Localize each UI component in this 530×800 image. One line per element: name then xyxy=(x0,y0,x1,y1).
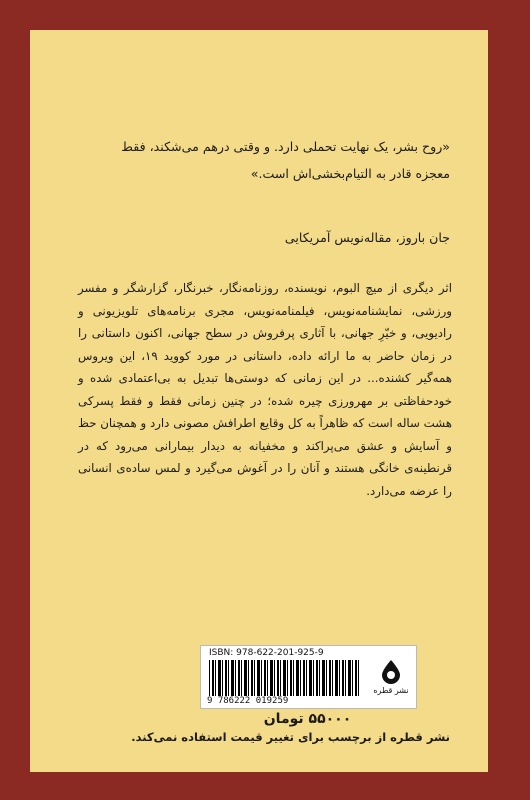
price: ۵۵۰۰۰ تومان xyxy=(263,711,352,727)
quote-author: جان باروز، مقاله‌نویس آمریکایی xyxy=(284,230,450,245)
barcode-digits: 9 786222 019259 xyxy=(207,696,289,706)
quote xyxy=(80,133,450,187)
price-note: نشر قطره از برچسب برای تغییر قیمت استفاده نمی‌کند. xyxy=(131,730,450,744)
quote-line-2: معجزه قادر به التیام‌بخشی‌اش است.» xyxy=(250,166,450,181)
quote-line-1: «روح بشر، یک نهایت تحملی دارد. و وقتی درهم می‌شکند، فقط xyxy=(121,139,450,154)
publisher-logo xyxy=(371,658,411,700)
droplet-logo-icon xyxy=(378,658,404,684)
barcode-label xyxy=(200,645,417,709)
barcode-bars xyxy=(209,660,359,696)
book-description: اثر دیگری از میچ البوم، نویسنده، روزنامه‌نگار، خبرنگار، گزارشگر و مفسر ورزشی، نمایشنامه‌نویس، فیلمنامه‌نویس، مجری برنامه‌های تلویزیونی و رادیویی، و خیّرِ جهانی، با آثاری پرفروش در سطح جهانی، اکنون داستانی را در زمان حاضر به ما ارائه داده، داستانی در مورد کووید ۱۹، این ویروس همه‌گیر کشنده... در این زمانی که دوستی‌ها تبدیل به بی‌اعتمادی شده و خودحفاظتی بر مهرورزی چیره شده؛ در چنین زمانی فقط و فقط پسرکی هشت ساله است که ظاهراً به کل وقایع اطرافش مصونی دارد و همچنان حظ و آسایش و عشق می‌پراکند و مخفیانه به دیدار بیمارانی می‌رود که در قرنطینه‌ی خانگی هستند و آنان را در آغوش می‌گیرد و لمس ساده‌ی انسانی را عرضه می‌دارد. xyxy=(78,281,452,498)
publisher-logo-text: نشر قطره xyxy=(373,686,409,695)
isbn-text: ISBN: 978-622-201-925-9 xyxy=(209,648,324,658)
